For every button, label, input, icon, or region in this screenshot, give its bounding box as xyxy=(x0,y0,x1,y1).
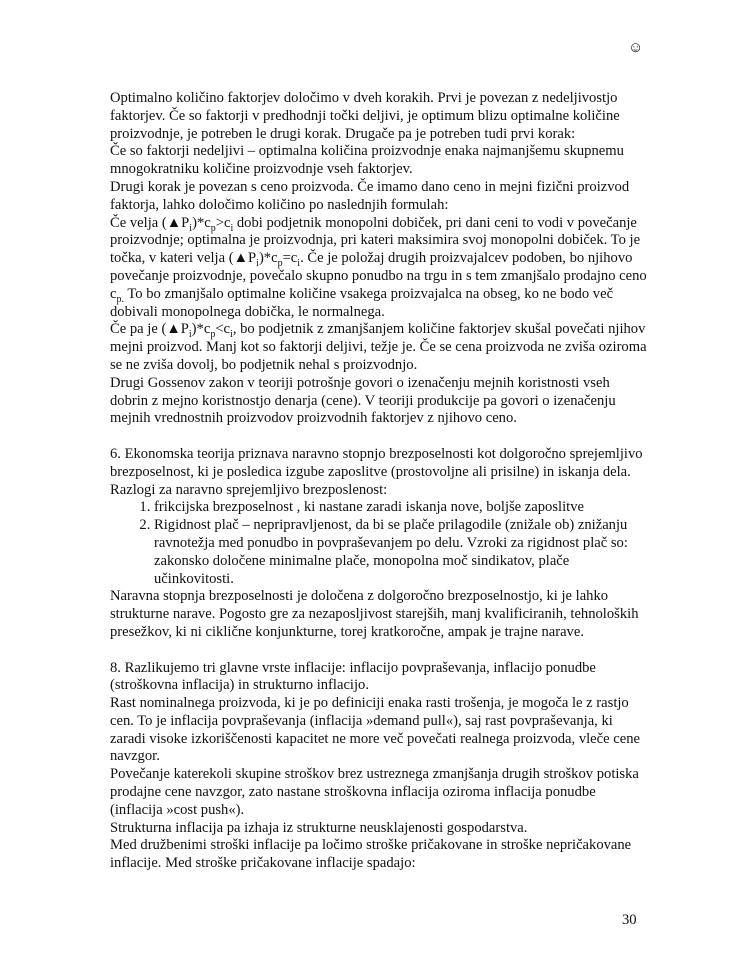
text-run: Če pa je (▲P xyxy=(110,321,189,338)
text-run: dobi podjetnik monopolni dobiček, pri dani ceni to vodi v povečanje proizvodnje; optimalna je proizvodnja, pri kateri maksimira svoj monopolni dobiček. To je točka, v kateri velja (▲P xyxy=(110,214,641,267)
text-run: , bo podjetnik z zmanjšanjem količine faktorjev skušal povečati njihov mejni proizvod. Manj kot so faktorji deljivi, težje je. Če se cena proizvoda ne zviša oziroma se ne zviša dovolj, bo podjetnik nehal s proizvodnjo. xyxy=(110,321,647,373)
formula-paragraph xyxy=(110,215,650,322)
subscript: i xyxy=(188,329,192,341)
text-run: To bo zmanjšalo optimalne količine vsakega proizvajalca na obseg, ko ne bodo več dobivali monopolnega dobička, le normalnega. xyxy=(110,285,614,320)
text-run: . Če je položaj drugih proizvajalcev podoben, bo njihovo povečanje proizvodnje, povečalo skupno ponudbo na trgu in s tem zmanjšalo prodajno ceno c xyxy=(110,250,647,302)
subscript: i xyxy=(297,258,301,270)
text-run: )*c xyxy=(192,214,211,231)
text-run: )*c xyxy=(191,321,211,338)
page-body xyxy=(110,90,650,873)
text-run: >c xyxy=(215,214,231,231)
paragraph: Optimalno količino faktorjev določimo v dveh korakih. Prvi je povezan z nedeljivostjo faktorjev. Če so faktorji v predhodnji točki deljivi, je optimum blizu optimalne količine proizvodnje, je potreben le drugi korak. Drugače pa je potreben tudi prvi korak: xyxy=(110,90,620,142)
list-item: 2. Rigidnost plač – nepripravljenost, da bi se plače prilagodile (znižale ob) znižanju ravnotežja med ponudbo in povpraševanjem po delu. Vzroki za rigidnost plač so: zakonsko določene minimalne plače, monopolna moč sindikatov, plače učinkovitosti. xyxy=(154,517,650,588)
subscript: p xyxy=(210,222,216,234)
subscript: i xyxy=(256,258,259,270)
paragraph: Rast nominalnega proizvoda, ki je po definiciji enaka rasti trošenja, je mogoča le z rastjo cen. To je inflacija povpraševanja (inflacija »demand pull«), saj rast povpraševanja, ki zaradi visoke izkoriščenosti kapacitet ne more več povečati realnega proizvoda, vleče cene navzgor. xyxy=(110,695,640,765)
paragraph: Drugi korak je povezan s ceno proizvoda. Če imamo dano ceno in mejni fizični proizvod faktorja, lahko določimo količino po naslednjih formulah: xyxy=(110,178,630,213)
subscript: p. xyxy=(116,293,124,305)
smiley-icon: ☺ xyxy=(628,40,644,56)
paragraph: 8. Razlikujemo tri glavne vrste inflacije: inflacijo povpraševanja, inflacijo ponudbe (stroškovna inflacija) in strukturno inflacijo. xyxy=(110,659,596,694)
subscript: i xyxy=(230,222,234,234)
subscript: p xyxy=(277,258,283,270)
numbered-list xyxy=(110,499,650,588)
paragraph: Med družbenimi stroški inflacije pa ločimo stroške pričakovane in stroške nepričakovane inflacije. Med stroške pričakovane inflacije spadajo: xyxy=(110,837,632,872)
text-run: <c xyxy=(215,321,231,338)
subscript: p xyxy=(210,329,216,341)
text-run: Če velja (▲P xyxy=(110,214,190,231)
paragraph-gap xyxy=(110,428,650,446)
paragraph: Drugi Gossenov zakon v teoriji potrošnje govori o izenačenju mejnih koristnosti vseh dobrin z mejno koristnostjo denarja (cene). V teoriji produkcije pa govori o izenačenju mejnih vrednostnih proizvodov proizvodnih faktorjev z njihovo ceno. xyxy=(110,374,616,427)
paragraph: Naravna stopnja brezposelnosti je določena z dolgoročno brezposelnostjo, ki je lahko strukturne narave. Pogosto gre za nezaposljivost starejših, manj kvalificiranih, tehnoloških presežkov, ki ni ciklične konjunkturne, torej kratkoročne, ampak je trajne narave. xyxy=(110,588,639,640)
subscript: i xyxy=(230,329,233,341)
paragraph: Povečanje katerekoli skupine stroškov brez ustreznega zmanjšanja drugih stroškov potiska prodajne cene navzgor, zato nastane stroškovna inflacija oziroma inflacija ponudbe (inflacija »cost push«). xyxy=(110,766,639,818)
text-run: )*c xyxy=(258,250,278,267)
paragraph: 6. Ekonomska teorija priznava naravno stopnjo brezposelnosti kot dolgoročno sprejemljivo brezposelnost, ki je posledica izgube zaposlitve (prostovoljne ali prisilne) in iskanja dela. xyxy=(110,445,643,480)
formula-paragraph xyxy=(110,321,650,374)
paragraph: Razlogi za naravno sprejemljivo brezposlenost: xyxy=(110,481,388,498)
paragraph: Če so faktorji nedeljivi – optimalna količina proizvodnje enaka najmanjšemu skupnemu mnogokratniku količine proizvodnje vseh faktorjev. xyxy=(110,143,624,178)
page-number: 30 xyxy=(622,912,637,928)
paragraph: Strukturna inflacija pa izhaja iz strukturne neusklajenosti gospodarstva. xyxy=(110,819,528,836)
list-item: 1. frikcijska brezposelnost , ki nastane zaradi iskanja nove, boljše zaposlitve xyxy=(154,499,650,517)
subscript: i xyxy=(189,222,193,234)
text-run: =c xyxy=(282,250,298,267)
paragraph-gap xyxy=(110,642,650,660)
